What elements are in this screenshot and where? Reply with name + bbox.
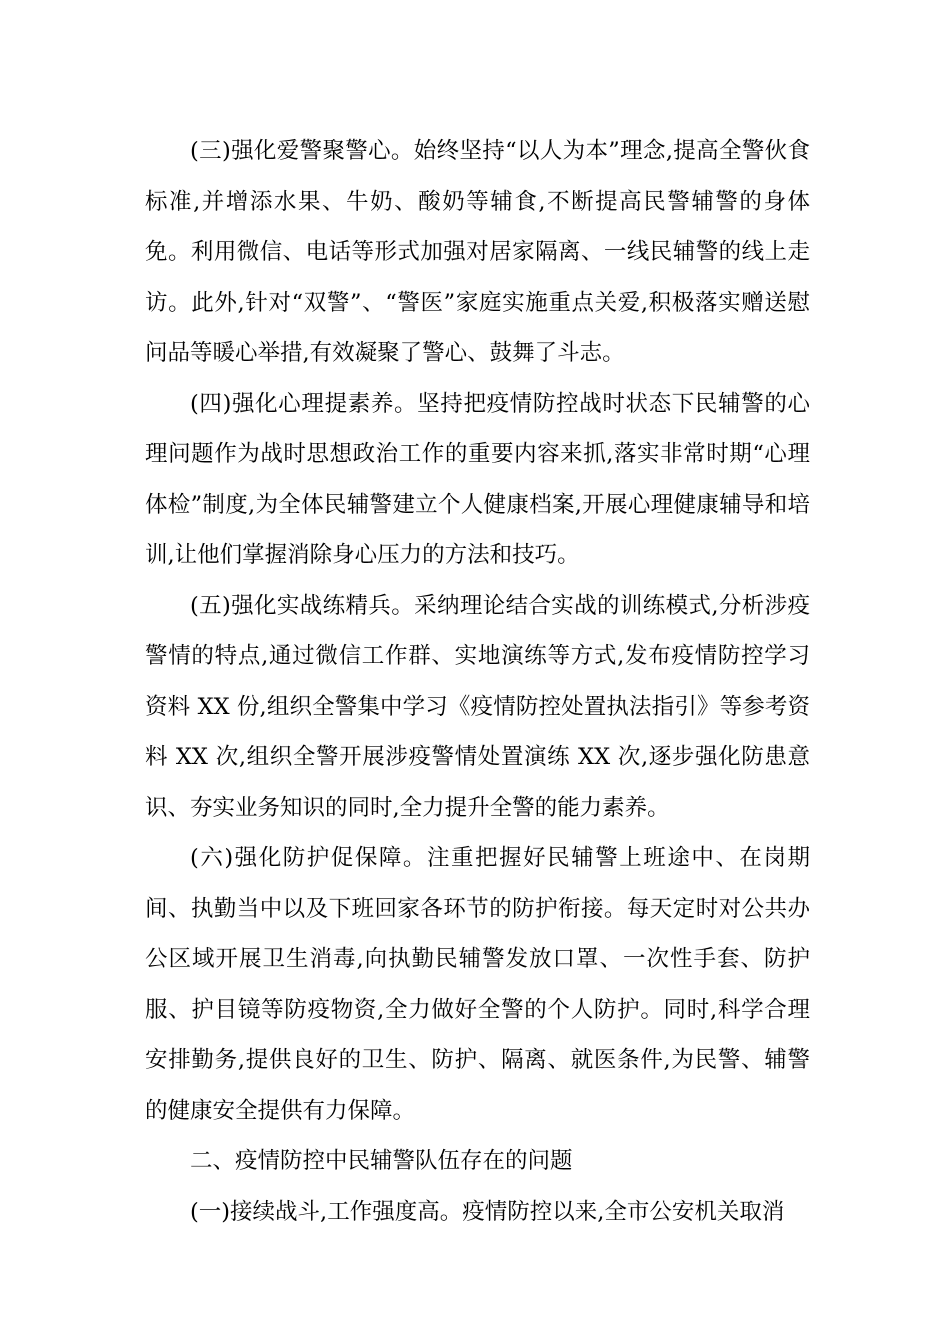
paragraph-psychological-quality: (四)强化心理提素养。坚持把疫情防控战时状态下民辅警的心理问题作为战时思想政治工作的重要内容来抓,落实非常时期“心理体检”制度,为全体民辅警建立个人健康档案,开展心理健康辅导和培训,让他们掌握消除身心压力的方法和技巧。: [145, 390, 810, 568]
paragraph-protection-support: (六)强化防护促保障。注重把握好民辅警上班途中、在岗期间、执勤当中以及下班回家各环节的防护衔接。每天定时对公共办公区域开展卫生消毒,向执勤民辅警发放口罩、一次性手套、防护服、护目镜等防疫物资,全力做好全警的个人防护。同时,科学合理安排勤务,提供良好的卫生、防护、隔离、就医条件,为民警、辅警的健康安全提供有力保障。: [145, 845, 810, 1124]
paragraph-combat-training: (五)强化实战练精兵。采纳理论结合实战的训练模式,分析涉疫警情的特点,通过微信工作群、实地演练等方式,发布疫情防控学习资料 XX 份,组织全警集中学习《疫情防控处置执法指引》等参考资料 XX 次,组织全警开展涉疫警情处置演练 XX 次,逐步强化防患意识、夯实业务知识的同时,全力提升全警的能力素养。: [145, 592, 810, 821]
section-heading-problems: 二、疫情防控中民辅警队伍存在的问题: [190, 1148, 573, 1174]
paragraph-continuous-work: (一)接续战斗,工作强度高。疫情防控以来,全市公安机关取消: [190, 1198, 785, 1225]
document-body: [145, 126, 810, 1237]
paragraph-care-for-police: (三)强化爱警聚警心。始终坚持“以人为本”理念,提高全警伙食标准,并增添水果、牛奶、酸奶等辅食,不断提高民警辅警的身体免。利用微信、电话等形式加强对居家隔离、一线民辅警的线上走访。此外,针对“双警”、“警医”家庭实施重点关爱,积极落实赠送慰问品等暖心举措,有效凝聚了警心、鼓舞了斗志。: [145, 138, 810, 366]
